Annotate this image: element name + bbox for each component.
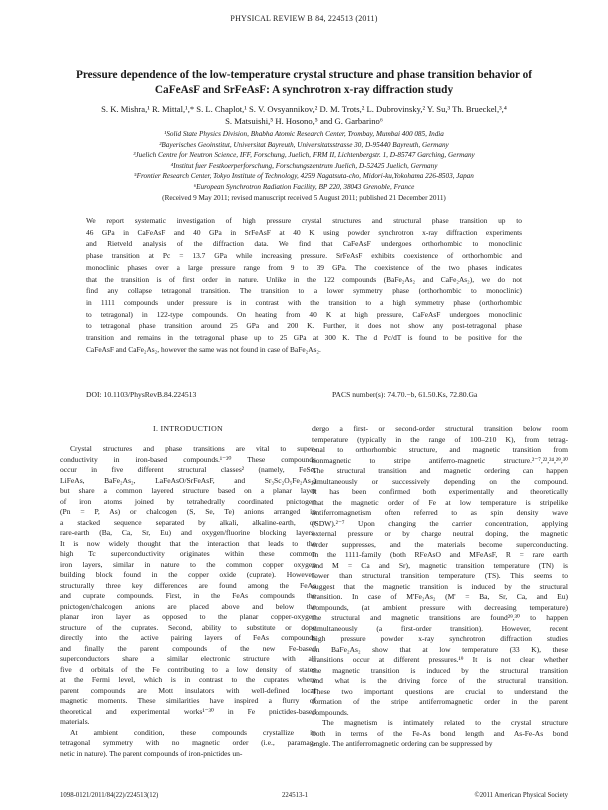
text-line: and what is the driving force of the structural transition. [312,676,568,686]
text-line: and cuprate compounds. First, in the FeAs compounds the [60,591,316,601]
text-line: The magnetism is intimately related to the crystal structure [322,718,568,728]
author-list [30,104,578,127]
text-line: temperature (typically in the range of 100–210 K), from tetrag- [312,434,568,444]
text-line: compounds. [312,707,349,717]
abstract-line: find any collapse tetragonal transition. The transition to a lower symmetry phase (orthorhombic to monoclinic) [86,286,522,296]
text-line: Crystal structures and phase transitions are vital to super- [70,444,316,453]
text-line: rare-earth (Ba, Ca, Sr, Eu) and oxygen/fluorine blocking layers. [60,528,316,538]
text-line: antiferromagnetism often referred to as spin density wave [312,508,568,518]
page-number: 224513-1 [282,792,309,799]
abstract-line: in 1111 compounds under pressure is in contrast with the transition to a high symmetry phase (orthorhombic [86,297,522,307]
text-line: (SDW).²⁻⁷ Upon changing the carrier concentration, applying [312,518,568,528]
text-line: structure of the cuprates. Second, ability to substitute or dope [60,622,316,632]
text-line: building block found in the copper oxide (cuprate). However, [60,570,316,580]
section-heading: I. INTRODUCTION [153,424,223,433]
left-column-text [60,444,316,759]
text-line: simultaneously (a first-order transition). However, recent [312,623,568,633]
abstract-line: phase transition at Pc = 13.7 GPa while increasing pressure. SrFeAsF exhibits coexistence of orthorhombic and [86,251,522,261]
text-line: It has been confirmed both experimentally and theoretically [312,487,568,497]
abstract-line: monoclinic phases over a large pressure range from 9 to 39 GPa. The coexistence of the two phases indicates [86,262,522,272]
text-line: external pressure or by charge neutral doping, the magnetic [312,529,568,539]
text-line: order suppresses, and the materials become superconducting. [312,539,568,549]
text-line: formation of the stripe antiferromagnetic order in the parent [312,697,568,707]
right-column [312,424,568,750]
text-line: on BaFe₂As₂ show that at low temperature (33 K), these [312,644,568,654]
text-line: lower than structural transition temperature (TS). This seems to [312,571,568,581]
text-line: simultaneously or successively depending on the compound. [312,476,568,486]
title-line: Pressure dependence of the low-temperature crystal structure and phase transition behavior of [75,69,533,81]
text-line: a stacked sequence separated by alkali, alkaline-earth, or [60,517,316,527]
text-line: transitions occur at different pressures.¹⁹ It is not clear whether [312,655,568,665]
text-line: of iron atoms joined by tetrahedrally coordinated pnictogen [60,496,316,506]
affiliation: ³Juelich Centre for Neutron Science, IFF, Forschung, Juelich, FRM II, Lichtenbergstr. 1, D-85747 Garching, Germany [133,151,475,160]
footer-code: 1098-0121/2011/84(22)/224513(12) [60,792,159,799]
page-footer [60,792,568,799]
text-line: It is now widely thought that the interaction that leads to the [60,538,316,548]
abstract-line: transition and remains in the tetragonal phase up to 25 GPa at 300 K. The d Pc/dT is found to be positive for the [86,333,522,343]
text-line: conductivity in iron-based compounds.¹⁻²⁰ These compounds [60,454,316,464]
abstract-line: to tetragonal) in 122-type compounds. On heating from 40 K at high pressure, CaFeAsF undergoes monoclinic [86,309,522,319]
text-line: pnictogen/chalcogen anions are placed above and below the [60,601,316,611]
text-line: and M = Ca and Sr), magnetic transition temperature (TN) is [312,560,568,570]
text-line: compounds, (at ambient pressure with decreasing temperature) [312,602,568,612]
text-line: magnetic moments. These similarities have inspired a flurry of [60,696,316,706]
paper-title [40,68,568,97]
text-line: that the magnetic order of Fe at low temperature is stripelike [312,497,568,507]
text-line: but share a common layered structure based on a planar layer [60,486,316,496]
text-line: superconductors share a similar electronic structure with all [60,654,316,664]
abstract-line: 46 GPa in CaFeAsF and 40 GPa in SrFeAsF at 40 K using powder synchrotron x-ray diffraction experiments [86,227,522,237]
running-head: PHYSICAL REVIEW B 84, 224513 (2011) [230,14,378,23]
text-line: nonmagnetic to stripe antiferro-magnetic structure.²⁻⁷,²²,²⁴,²⁹,³⁰ [312,455,568,465]
text-line: iron layers, similar in nature to the common copper oxygen [60,559,316,569]
title-line: CaFeAsF and SrFeAsF: A synchrotron x-ray diffraction study [154,83,454,96]
received-dates: (Received 9 May 2011; revised manuscript received 5 August 2011; published 21 December 2011) [162,193,446,202]
text-line: and finally the parent compounds of the new Fe-based [60,643,316,653]
abstract [86,215,522,355]
text-line: At ambient condition, these compounds crystallize in [70,727,316,737]
doi-label: DOI: [86,390,102,399]
text-line: In the 1111-family (both RFeAsO and MFeAsF, R = rare earth [312,550,568,560]
text-line: LiFeAs, BaFe₂As₂, LaFeAsO/SrFeAsF, and Sr₃Sc₂O₅Fe₂As₂) [60,475,316,485]
text-line: planar iron layer as opposed to the planar copper-oxygen [60,612,316,622]
affiliations [30,129,578,203]
text-line: high pressure powder x-ray synchrotron diffraction studies [312,634,568,644]
abstract-line: We report systematic investigation of high pressure crystal structures and structural phase transition up to [86,216,522,225]
text-line: the structural and magnetic transitions are found²⁹,³⁰ to happen [312,613,568,623]
text-line: at the Fermi level, which is in contrast to the cuprates where [60,675,316,685]
text-line: occur in five different structural classes² (namely, FeSe, [60,465,316,475]
text-line: tetragonal symmetry with no magnetic order (i.e., paramag- [60,738,316,748]
text-line: angle. The antiferromagnetic ordering can be suppressed by [312,739,493,749]
text-line: transition. In case of M'Fe₂As₂ (M' = Ba, Sr, Ca, and Eu) [312,592,568,602]
author-line: S. Matsuishi,⁵ H. Hosono,⁵ and G. Garbarino⁶ [225,115,383,126]
right-column-text [312,424,568,750]
text-line: dergo a first- or second-order structural transition below room [312,424,568,433]
text-line: (Pn = P, As) or chalcogen (S, Se, Te) anions arranged in [60,507,316,517]
left-column [60,424,316,759]
text-line: These two important questions are crucial to understand the [312,686,568,696]
text-line: directly into the active pairing layers of FeAs compounds [60,633,316,643]
abstract-line: that the transition is of first order in nature. Unlike in the 122 compounds (BaFe₂As₂ and CaFe₂As₂), we do not [86,274,522,284]
text-line: both in terms of the Fe-As bond length and As-Fe-As bond [312,728,568,738]
doi-row [86,390,522,399]
affiliation: ⁶European Synchrotron Radiation Facility, BP 220, 38043 Grenoble, France [193,182,415,191]
affiliation: ⁴Institut fuer Festkoerperforschung, Forschungszentrum Juelich, D-52425 Juelich, Germany [170,161,438,170]
text-line: five d orbitals of the Fe contributing to a low density of states [60,664,316,674]
affiliation: ⁵Frontier Research Center, Tokyo Institute of Technology, 4259 Nagatsuta-cho, Midori-ku,Yokohama 226-8503, Japan [134,172,474,181]
text-line: the magnetic transition is induced by the structural transition [312,665,568,675]
text-line: materials. [60,717,90,727]
abstract-line: CaFeAsF and CaFe₂As₂, however the same was not found in case of BaFe₂As₂. [86,344,321,354]
affiliation: ²Bayerisches Geoinstitut, Universitat Bayreuth, Universitatsstrasse 30, D-95440 Bayreuth, Germany [159,140,449,149]
abstract-line: to tetragonal phase transition around 25 GPa and 200 K. Further, it does not show any post-tetragonal phase [86,321,522,331]
text-line: theoretical and experimental works¹⁻³⁰ in Fe pnictides-based [60,706,316,716]
author-line: S. K. Mishra,¹ R. Mittal,¹,* S. L. Chaplot,¹ S. V. Ovsyannikov,² D. M. Trots,² L. Dubrovinsky,² Y. Su,³ Th. Brueckel,³,⁴ [101,104,507,114]
text-line: onal to orthorhombic structure, and magnetic transition from [312,445,568,455]
text-line: suggest that the magnetic transition is induced by the structural [312,581,568,591]
doi-link[interactable]: 10.1103/PhysRevB.84.224513 [103,390,197,399]
copyright: ©2011 American Physical Society [474,792,568,799]
text-line: netic in nature). The parent compounds of iron-pnictides un- [60,748,243,758]
text-line: structurally three key differences are found among the FeAs [60,580,316,590]
text-line: high Tc superconductivity originates within these common [60,549,316,559]
affiliation: ¹Solid State Physics Division, Bhabha Atomic Research Center, Trombay, Mumbai 400 085, India [164,130,444,138]
text-line: parent compounds are Mott insulators with well-defined local [60,685,316,695]
text-line: The structural transition and magnetic ordering can happen [312,466,568,476]
pacs-numbers: PACS number(s): 74.70.−b, 61.50.Ks, 72.80.Ga [332,390,478,399]
abstract-line: and Rietveld analysis of the diffraction data. We find that CaFeAsF undergoes orthorhombic to monoclinic [86,239,522,249]
